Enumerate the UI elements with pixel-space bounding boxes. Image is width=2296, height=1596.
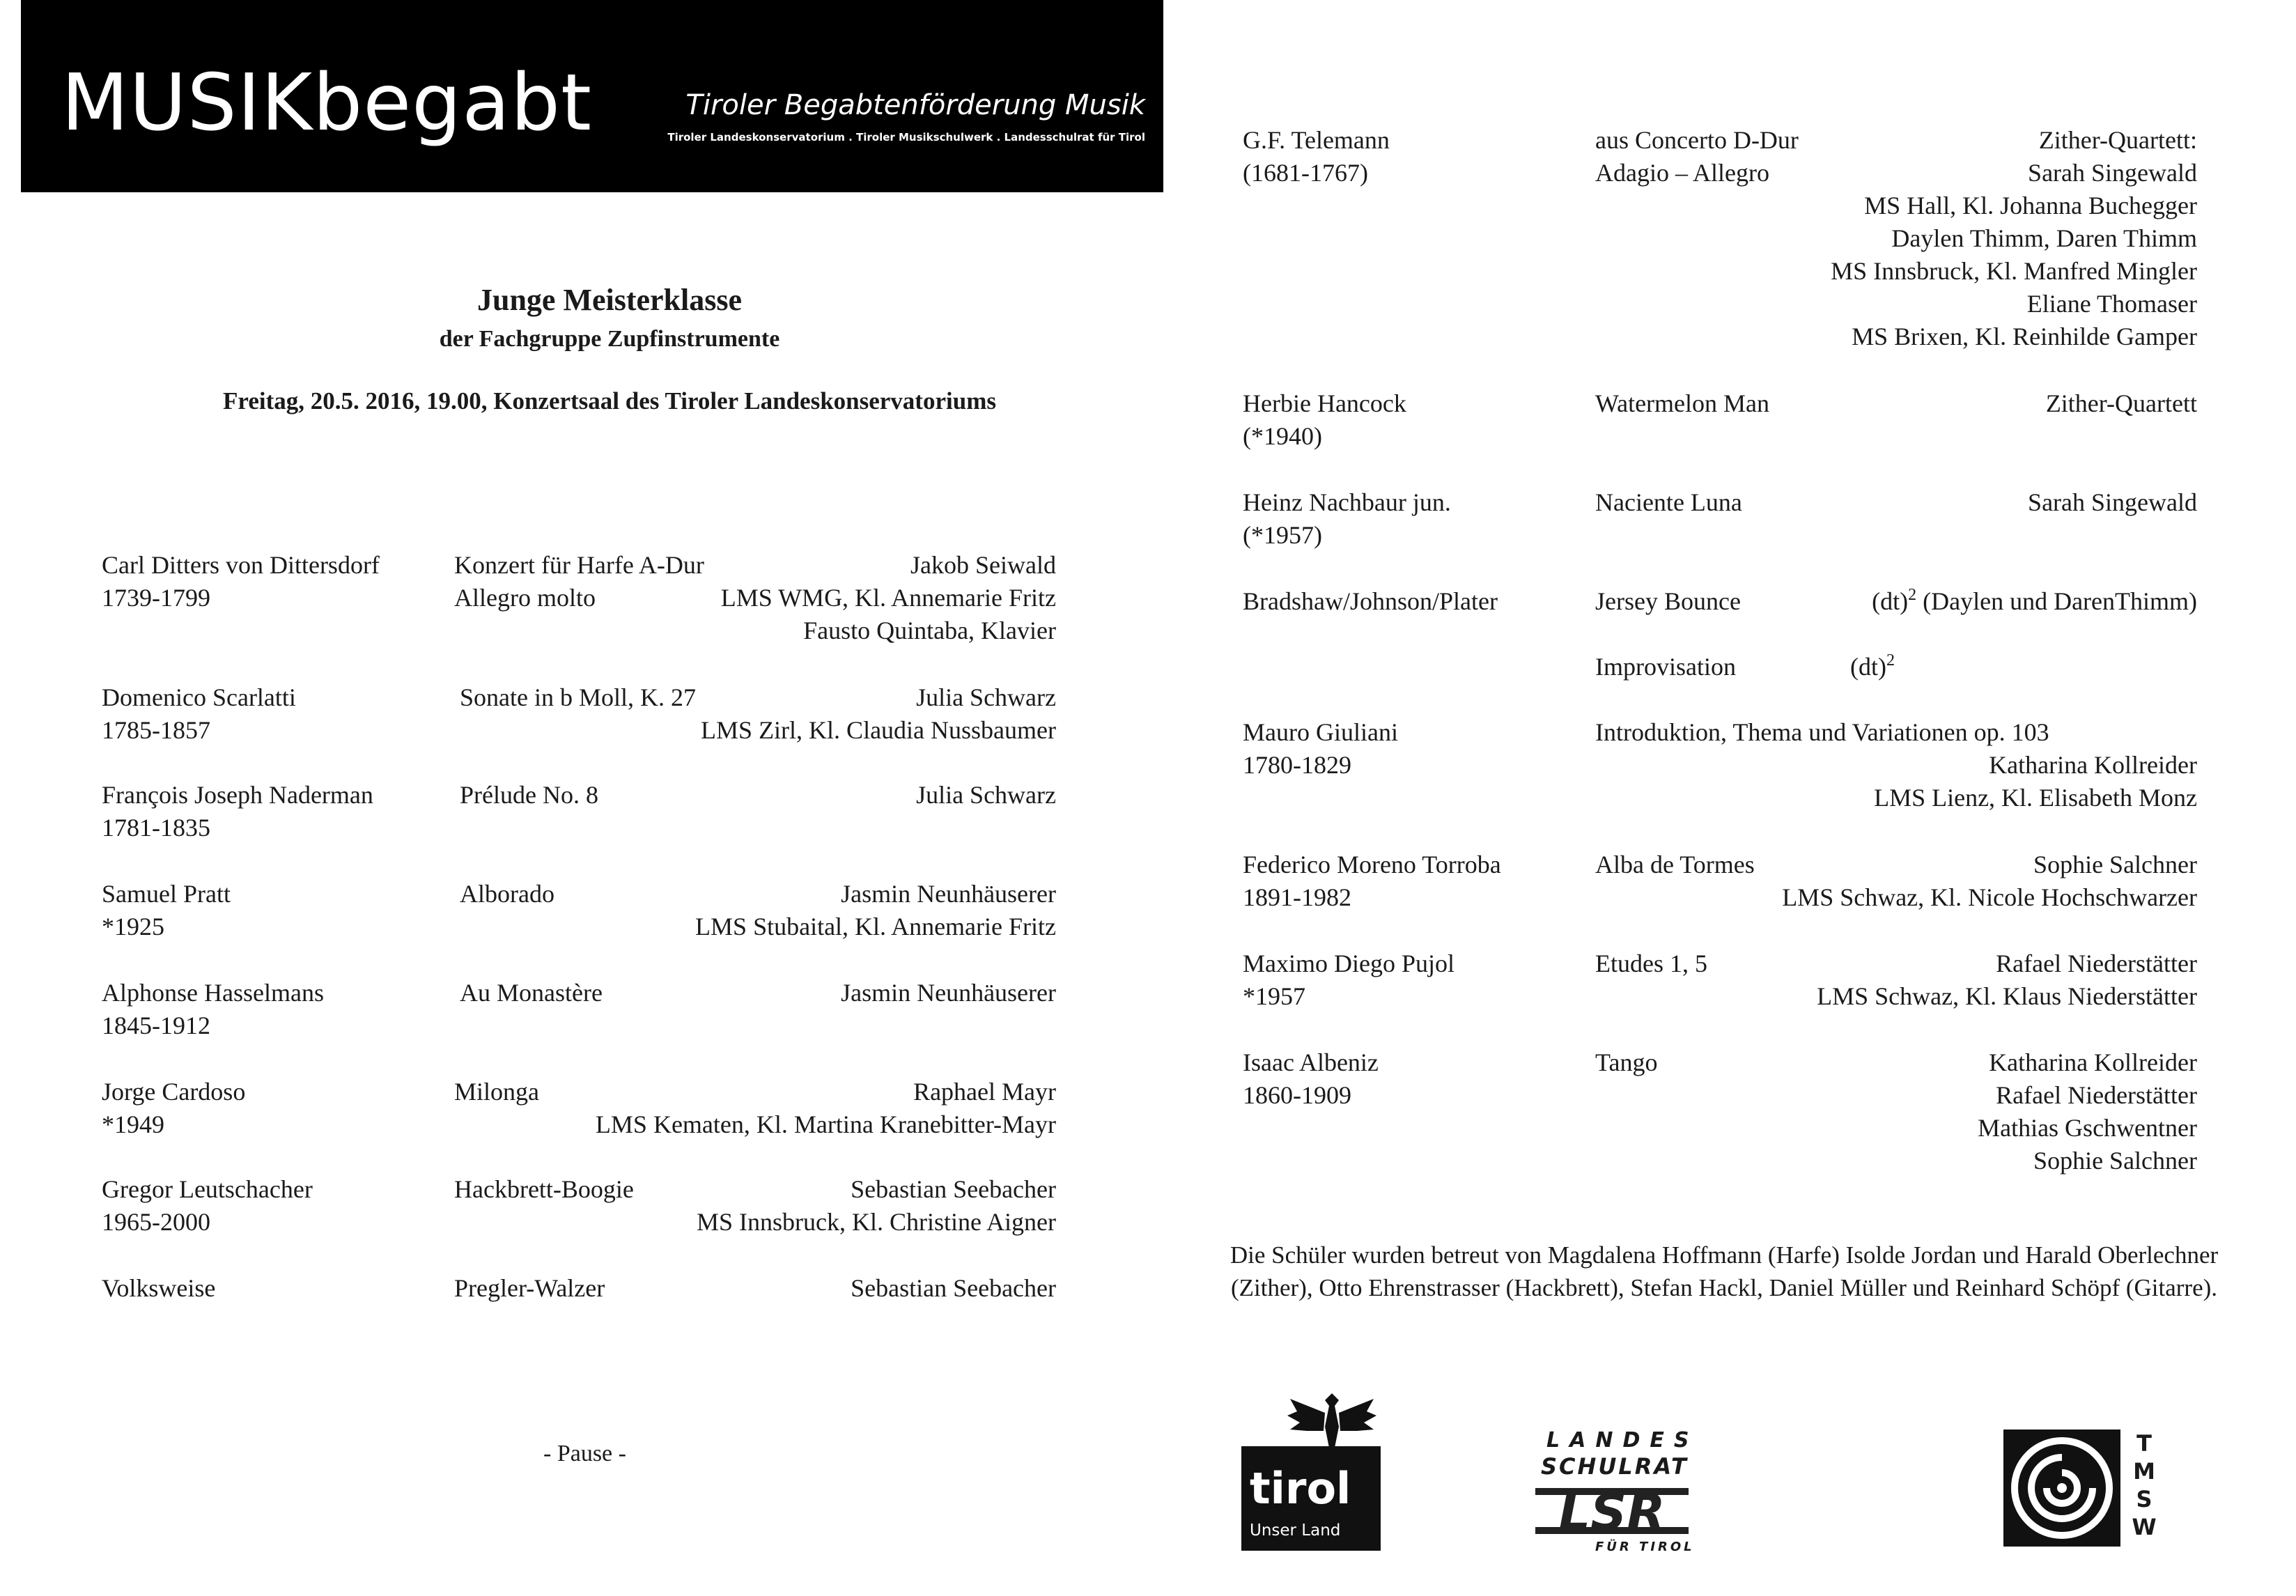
work-title: Konzert für Harfe A-Dur — [454, 551, 704, 579]
performer-line: Sarah Singewald — [2028, 488, 2197, 516]
composer-name: Federico Moreno Torroba — [1243, 851, 1501, 878]
tmsw-logo — [2003, 1430, 2171, 1548]
performer-line: (dt)$^2$ — [1850, 651, 1895, 681]
composer-dates: 1891-1982 — [1243, 883, 1351, 911]
performer-line: LMS Zirl, Kl. Claudia Nussbaumer — [701, 716, 1056, 744]
performer-line: MS Innsbruck, Kl. Manfred Mingler — [1831, 257, 2197, 285]
performer-line: LMS Kematen, Kl. Martina Kranebitter-Mayr — [595, 1110, 1056, 1138]
lsr-line1: LANDES — [1546, 1428, 1699, 1452]
composer-dates: (*1957) — [1243, 521, 1322, 549]
composer-dates: 1785-1857 — [102, 716, 210, 744]
composer-dates: 1780-1829 — [1243, 751, 1351, 779]
tirol-subline: Unser Land — [1250, 1521, 1341, 1540]
work-title: Alborado — [460, 880, 554, 908]
performer-line: Mathias Gschwentner — [1978, 1114, 2197, 1142]
composer-dates: 1845-1912 — [102, 1012, 210, 1039]
performer-line: Katharina Kollreider — [1989, 751, 2197, 779]
performer-line: Eliane Thomaser — [2026, 290, 2197, 318]
composer-name: Heinz Nachbaur jun. — [1243, 488, 1451, 516]
landesschulrat-logo — [1533, 1428, 1707, 1554]
composer-name: Carl Ditters von Dittersdorf — [102, 551, 380, 579]
performer-line: Raphael Mayr — [913, 1078, 1056, 1106]
work-title: Au Monastère — [460, 979, 603, 1007]
performer-line: Rafael Niederstätter — [1996, 950, 2197, 977]
performer-line: MS Hall, Kl. Johanna Buchegger — [1864, 192, 2197, 219]
composer-dates: 1739-1799 — [102, 584, 210, 612]
performer-line: Katharina Kollreider — [1989, 1048, 2197, 1076]
composer-name: G.F. Telemann — [1243, 126, 1390, 154]
performer-line: Jasmin Neunhäuserer — [841, 979, 1056, 1007]
work-title: Watermelon Man — [1595, 389, 1770, 417]
performer-line: Sophie Salchner — [2033, 1147, 2197, 1175]
tmsw-letter: S — [2136, 1486, 2152, 1512]
performer-line: Sophie Salchner — [2033, 851, 2197, 878]
performer-line: (dt)$^2$ (Daylen und DarenThimm) — [1872, 586, 2197, 615]
work-title: Sonate in b Moll, K. 27 — [460, 683, 696, 711]
composer-name: Isaac Albeniz — [1243, 1048, 1379, 1076]
work-title: Etudes 1, 5 — [1595, 950, 1707, 977]
page-title: Junge Meisterklasse — [476, 283, 743, 317]
pause-label: - Pause - — [543, 1441, 626, 1466]
work-title: Prélude No. 8 — [460, 781, 598, 809]
performer-line: Jasmin Neunhäuserer — [841, 880, 1056, 908]
composer-dates: *1957 — [1243, 982, 1305, 1010]
work-movement: Adagio – Allegro — [1595, 159, 1769, 187]
composer-dates: 1781-1835 — [102, 814, 210, 842]
tirol-wordmark: tirol — [1250, 1463, 1351, 1514]
teachers-note: Die Schüler wurden betreut von Magdalena Hoffmann (Harfe) Isolde Jordan und Harald Oberlechner (Zither), Otto Ehrenstrasser (Hackbrett), Stefan Hackl, Daniel Müller und Reinhard Schöpf (Gitarre). — [1230, 1241, 2219, 1301]
work-title: aus Concerto D-Dur — [1595, 126, 1799, 154]
performer-line: Daylen Thimm, Daren Thimm — [1891, 224, 2197, 252]
lsr-line2: SCHULRAT — [1541, 1453, 1689, 1480]
tmsw-letter: W — [2132, 1514, 2157, 1540]
work-title: Introduktion, Thema und Variationen op. 103 — [1595, 718, 2049, 746]
performer-line: LMS Lienz, Kl. Elisabeth Monz — [1874, 784, 2197, 812]
work-title: Pregler-Walzer — [454, 1274, 605, 1302]
composer-name: Domenico Scarlatti — [102, 683, 296, 711]
composer-dates: 1965-2000 — [102, 1208, 210, 1236]
performer-line: LMS Schwaz, Kl. Klaus Niederstätter — [1817, 982, 2197, 1010]
tirol-logo — [1241, 1385, 1381, 1552]
tmsw-letters — [2130, 1430, 2158, 1541]
performer-line: Sarah Singewald — [2028, 159, 2197, 187]
performer-line: LMS Stubaital, Kl. Annemarie Fritz — [695, 913, 1056, 940]
work-title: Alba de Tormes — [1595, 851, 1755, 878]
performer-line: Fausto Quintaba, Klavier — [803, 617, 1056, 644]
banner-tagline: Tiroler Begabtenförderung Musik — [685, 89, 1145, 121]
musikbegabt-logo: MUSIKbegabt — [61, 58, 592, 148]
composer-name: Mauro Giuliani — [1243, 718, 1398, 746]
composer-dates: 1860-1909 — [1243, 1081, 1351, 1109]
performer-line: Zither-Quartett — [2045, 389, 2197, 417]
tmsw-letter: M — [2133, 1458, 2155, 1485]
performer-line: Julia Schwarz — [916, 781, 1056, 809]
performer-line: Sebastian Seebacher — [851, 1274, 1056, 1302]
page-subtitle: der Fachgruppe Zupfinstrumente — [439, 326, 780, 352]
performer-line: Sebastian Seebacher — [851, 1175, 1056, 1203]
spiral-icon — [2003, 1430, 2120, 1547]
performer-line: Julia Schwarz — [916, 683, 1056, 711]
performer-line: Rafael Niederstätter — [1996, 1081, 2197, 1109]
work-title: Hackbrett-Boogie — [454, 1175, 634, 1203]
lsr-mark-icon — [1535, 1484, 1689, 1538]
work-title: Tango — [1595, 1048, 1658, 1076]
composer-name: Herbie Hancock — [1243, 389, 1406, 417]
composer-name: Bradshaw/Johnson/Plater — [1243, 587, 1498, 615]
lsr-line3: FÜR TIROL — [1595, 1540, 1695, 1554]
tmsw-letter: T — [2136, 1430, 2152, 1457]
composer-dates: (*1940) — [1243, 422, 1322, 450]
work-title: Milonga — [454, 1078, 539, 1106]
composer-dates: *1949 — [102, 1110, 164, 1138]
performer-line: LMS Schwaz, Kl. Nicole Hochschwarzer — [1782, 883, 2197, 911]
composer-name: Jorge Cardoso — [102, 1078, 246, 1106]
composer-dates: *1925 — [102, 913, 164, 940]
composer-name: François Joseph Naderman — [102, 781, 373, 809]
performer-line: MS Brixen, Kl. Reinhilde Gamper — [1852, 323, 2197, 350]
performer-line: Zither-Quartett: — [2038, 126, 2197, 154]
composer-name: Maximo Diego Pujol — [1243, 950, 1455, 977]
performer-line: MS Innsbruck, Kl. Christine Aigner — [697, 1208, 1056, 1236]
work-title: Jersey Bounce — [1595, 587, 1741, 615]
work-title: Naciente Luna — [1595, 488, 1742, 516]
work-movement: Allegro molto — [454, 584, 596, 612]
work-title: Improvisation — [1595, 653, 1736, 681]
composer-name: Gregor Leutschacher — [102, 1175, 313, 1203]
event-date-line: Freitag, 20.5. 2016, 19.00, Konzertsaal des Tiroler Landeskonservatoriums — [223, 387, 996, 415]
banner-subtagline: Tiroler Landeskonservatorium . Tiroler Musikschulwerk . Landesschulrat für Tirol — [667, 131, 1145, 144]
composer-name: Volksweise — [102, 1274, 216, 1302]
performer-line: Jakob Seiwald — [910, 551, 1056, 579]
composer-name: Alphonse Hasselmans — [102, 979, 324, 1007]
composer-dates: (1681-1767) — [1243, 159, 1368, 187]
header-banner — [21, 0, 1163, 192]
performer-line: LMS WMG, Kl. Annemarie Fritz — [720, 584, 1056, 612]
lsr-mark-text: LSR — [1558, 1484, 1666, 1538]
composer-name: Samuel Pratt — [102, 880, 231, 908]
